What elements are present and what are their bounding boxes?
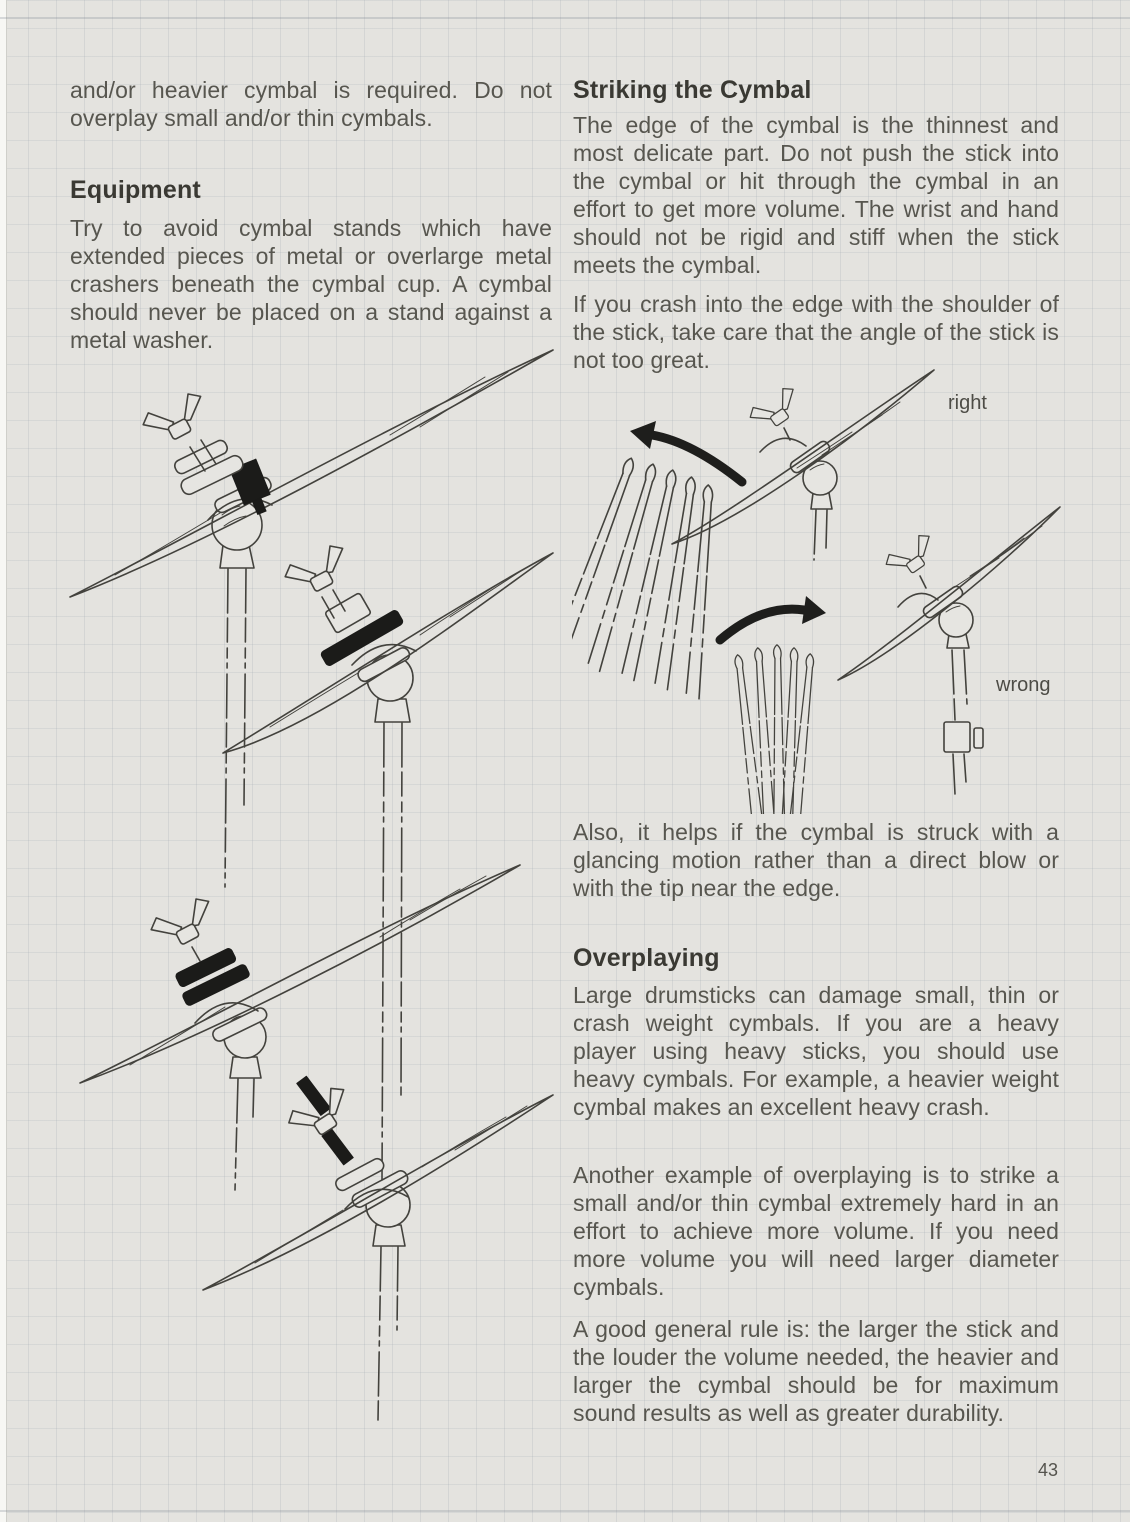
page-number: 43 [1038, 1460, 1059, 1480]
heading-equipment: Equipment [70, 176, 201, 204]
heading-overplaying: Overplaying [573, 944, 720, 972]
drumstick-motion-fan [729, 645, 814, 814]
figure-cymbal-stand-stacked-felts [80, 865, 520, 1190]
cymbal-stand-illustrations [60, 335, 562, 1460]
figure-striking-wrong [720, 507, 1060, 814]
overplaying-paragraph-1: Large drumsticks can damage small, thin or crash weight cymbals. If you are a heavy player using heavy sticks, you should use heavy cymbals. For example, a heavier weight cymbal makes an excellent heavy crash. [573, 982, 1059, 1120]
drumstick-motion-fan [572, 455, 713, 699]
figure-cymbal-stand-overlarge-washer [223, 540, 553, 1180]
equipment-figures [60, 335, 562, 1460]
figure-label-right: right [948, 392, 987, 414]
overplaying-paragraph-3: A good general rule is: the larger the stick and the louder the volume needed, the heavier and larger the cymbal should be for maximum sound results as well as greater durability. [573, 1316, 1059, 1426]
direct-blow-arrow [720, 596, 826, 640]
striking-paragraph-1: The edge of the cymbal is the thinnest and most delicate part. Do not push the stick into the cymbal or hit through the cymbal in an effort to get more volume. The wrist and hand should not be rigid and stiff when the stick meets the cymbal. [573, 112, 1059, 278]
intro-paragraph: and/or heavier cymbal is required. Do not overplay small and/or thin cymbals. [70, 77, 552, 131]
glancing-motion-paragraph: Also, it helps if the cymbal is struck with a glancing motion rather than a direct blow or with the tip near the edge. [573, 819, 1059, 901]
overplaying-paragraph-2: Another example of overplaying is to strike a small and/or thin cymbal extremely hard in an effort to achieve more volume. If you need more volume you will need larger diameter cymbals. [573, 1162, 1059, 1300]
striking-figures [572, 362, 1092, 814]
scan-artifact-line [0, 17, 1130, 19]
scan-artifact-line [0, 1510, 1130, 1512]
striking-technique-illustrations [572, 362, 1092, 814]
equipment-paragraph: Try to avoid cymbal stands which have extended pieces of metal or overlarge metal crashers beneath the cymbal cup. A cymbal should never be placed on a stand against a metal washer. [70, 215, 552, 353]
figure-label-wrong: wrong [996, 674, 1051, 696]
figure-cymbal-stand-metal-crasher [70, 350, 553, 887]
striking-paragraph-2: If you crash into the edge with the shoulder of the stick, take care that the angle of the stick is not too great. [573, 291, 1059, 373]
stand-height-clamp [944, 722, 983, 794]
scan-edge [0, 0, 7, 1522]
heading-striking-the-cymbal: Striking the Cymbal [573, 76, 812, 104]
figure-cymbal-stand-extended-rod [203, 1076, 553, 1420]
